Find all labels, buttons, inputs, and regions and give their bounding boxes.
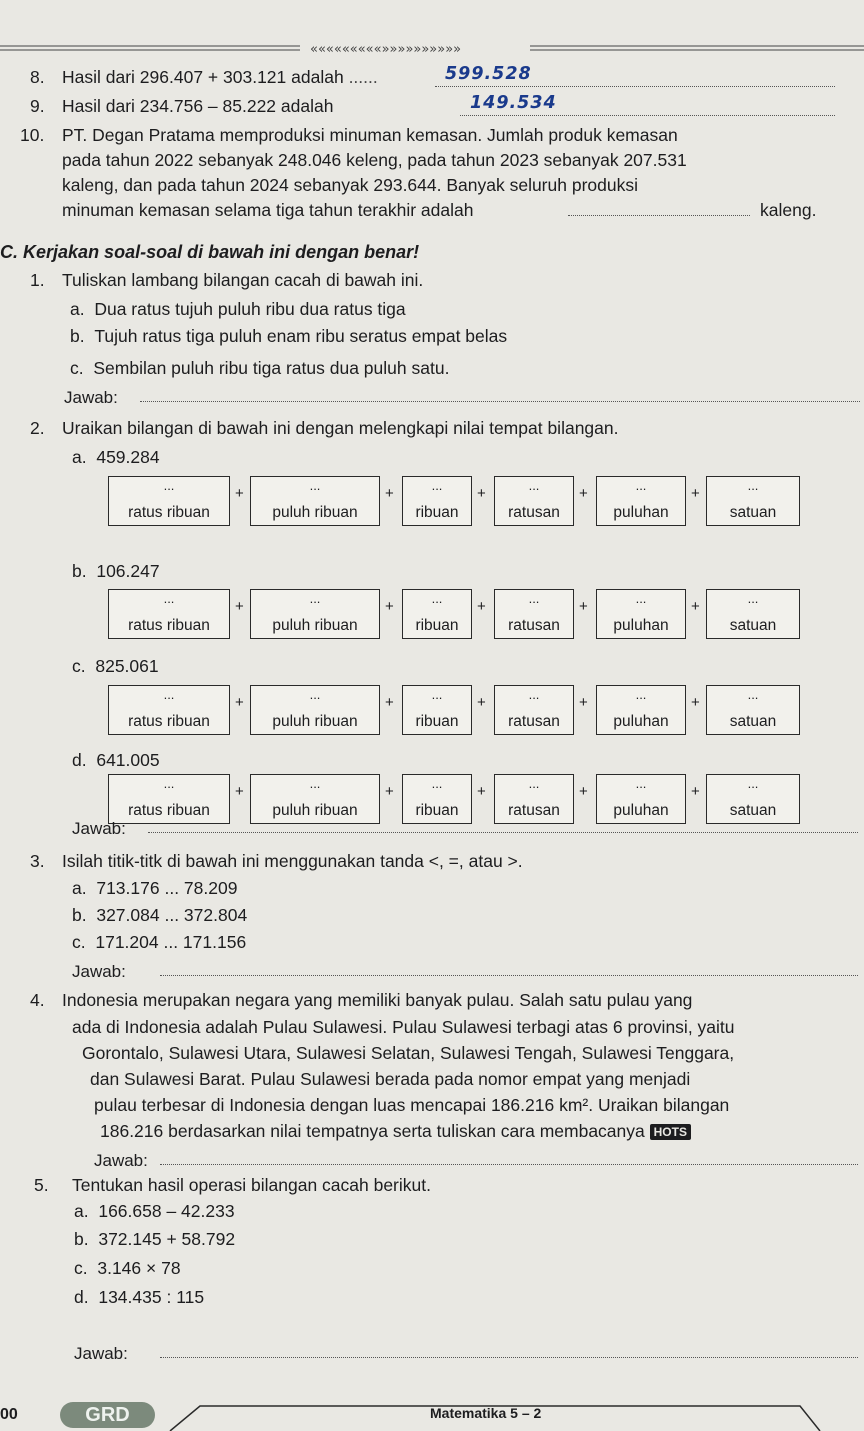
place-value-box[interactable]: [108, 589, 230, 639]
plus-sign: +: [385, 485, 394, 502]
blank-placeholder: ...: [747, 478, 759, 493]
blank-placeholder: ...: [309, 478, 321, 493]
place-value-label: puluhan: [613, 504, 669, 521]
place-value-label: puluhan: [613, 713, 669, 730]
question-4-line: dan Sulawesi Barat. Pulau Sulawesi berada pada nomor empat yang menjadi: [90, 1069, 691, 1089]
plus-sign: +: [579, 783, 588, 800]
jawab-label: Jawab:: [72, 962, 126, 981]
svg-text:«««««««««»»»»»»»»»»: «««««««««»»»»»»»»»»: [310, 42, 462, 57]
answer-line: [160, 1164, 858, 1165]
answer-line: [148, 832, 858, 833]
place-value-label: ratusan: [508, 617, 560, 634]
blank-placeholder: ...: [747, 776, 759, 791]
place-value-box[interactable]: [706, 476, 800, 526]
question-1-text: Tuliskan lambang bilangan cacah di bawah ini.: [62, 270, 424, 290]
place-value-number: d. 641.005: [72, 750, 160, 770]
place-value-box[interactable]: [250, 685, 380, 735]
place-value-label: puluh ribuan: [272, 713, 358, 730]
blank-placeholder: ...: [528, 687, 540, 702]
question-8-text: Hasil dari 296.407 + 303.121 adalah ......: [62, 67, 378, 87]
place-value-label: ribuan: [415, 802, 459, 819]
hots-badge: HOTS: [650, 1124, 691, 1140]
question-4-line: 186.216 berdasarkan nilai tempatnya serta tuliskan cara membacanya HOTS: [100, 1120, 691, 1142]
blank-placeholder: ...: [528, 478, 540, 493]
place-value-number: b. 106.247: [72, 561, 160, 581]
answer-line: [140, 401, 860, 402]
question-number: 5.: [34, 1175, 49, 1195]
place-value-label: ratus ribuan: [128, 504, 210, 521]
answer-line: [568, 215, 750, 216]
question-9-text: Hasil dari 234.756 – 85.222 adalah: [62, 96, 334, 116]
question-10-line: PT. Degan Pratama memproduksi minuman kemasan. Jumlah produk kemasan: [62, 125, 678, 145]
question-4-line: ada di Indonesia adalah Pulau Sulawesi. Pulau Sulawesi terbagi atas 6 provinsi, yaitu: [72, 1017, 735, 1037]
plus-sign: +: [235, 485, 244, 502]
plus-sign: +: [477, 694, 486, 711]
page-number: 00: [0, 1406, 18, 1423]
question-number: 4.: [30, 990, 45, 1010]
list-item: a. 166.658 – 42.233: [74, 1201, 235, 1221]
question-number: 9.: [30, 96, 45, 116]
place-value-box[interactable]: [402, 589, 472, 639]
jawab-label: Jawab:: [74, 1344, 128, 1363]
list-item: a. 713.176 ... 78.209: [72, 878, 238, 898]
list-item: c. Sembilan puluh ribu tiga ratus dua puluh satu.: [70, 358, 450, 378]
question-10-line: minuman kemasan selama tiga tahun terakhir adalah: [62, 200, 474, 220]
blank-placeholder: ...: [163, 591, 175, 606]
place-value-box[interactable]: [706, 774, 800, 824]
place-value-box[interactable]: [706, 685, 800, 735]
blank-placeholder: ...: [747, 687, 759, 702]
place-value-label: satuan: [729, 713, 777, 730]
answer-line: [160, 975, 858, 976]
jawab-label: Jawab:: [72, 819, 126, 838]
jawab-label: Jawab:: [64, 388, 118, 407]
section-heading: C. Kerjakan soal-soal di bawah ini dengan benar!: [0, 242, 420, 262]
blank-placeholder: ...: [635, 478, 647, 493]
place-value-box[interactable]: [402, 476, 472, 526]
question-10-line: pada tahun 2022 sebanyak 248.046 keleng, pada tahun 2023 sebanyak 207.531: [62, 150, 687, 170]
blank-placeholder: ...: [528, 591, 540, 606]
place-value-box[interactable]: [706, 589, 800, 639]
answer-line: [160, 1357, 858, 1358]
place-value-box[interactable]: [596, 774, 686, 824]
plus-sign: +: [579, 598, 588, 615]
question-3-text: Isilah titik-titk di bawah ini menggunakan tanda <, =, atau >.: [62, 851, 523, 871]
place-value-box[interactable]: [494, 685, 574, 735]
question-10-line: kaleng, dan pada tahun 2024 sebanyak 293.644. Banyak seluruh produksi: [62, 175, 638, 195]
place-value-label: ratusan: [508, 802, 560, 819]
place-value-label: ratusan: [508, 713, 560, 730]
place-value-label: ratusan: [508, 504, 560, 521]
place-value-box[interactable]: [494, 476, 574, 526]
place-value-label: puluh ribuan: [272, 504, 358, 521]
question-number: 1.: [30, 270, 45, 290]
blank-placeholder: ...: [309, 776, 321, 791]
place-value-box[interactable]: [108, 774, 230, 824]
blank-placeholder: ...: [309, 591, 321, 606]
plus-sign: +: [477, 598, 486, 615]
blank-placeholder: ...: [635, 776, 647, 791]
place-value-box[interactable]: [402, 774, 472, 824]
list-item: b. Tujuh ratus tiga puluh enam ribu seratus empat belas: [70, 326, 508, 346]
list-item: d. 134.435 : 115: [74, 1287, 205, 1307]
blank-placeholder: ...: [163, 776, 175, 791]
place-value-label: ribuan: [415, 504, 459, 521]
question-5-text: Tentukan hasil operasi bilangan cacah berikut.: [72, 1175, 431, 1195]
place-value-number: c. 825.061: [72, 656, 159, 676]
question-number: 2.: [30, 418, 45, 438]
place-value-box[interactable]: [596, 589, 686, 639]
place-value-label: satuan: [729, 617, 777, 634]
handwritten-answer-9: 149.534: [470, 93, 557, 113]
place-value-label: ribuan: [415, 713, 459, 730]
place-value-box[interactable]: [250, 476, 380, 526]
place-value-label: satuan: [729, 802, 777, 819]
plus-sign: +: [691, 694, 700, 711]
place-value-label: puluh ribuan: [272, 617, 358, 634]
place-value-label: ribuan: [415, 617, 459, 634]
place-value-box[interactable]: [250, 589, 380, 639]
blank-placeholder: ...: [528, 776, 540, 791]
plus-sign: +: [235, 694, 244, 711]
plus-sign: +: [691, 485, 700, 502]
question-4-line: pulau terbesar di Indonesia dengan luas mencapai 186.216 km². Uraikan bilangan: [94, 1095, 730, 1115]
answer-line: [435, 86, 835, 87]
blank-placeholder: ...: [431, 776, 443, 791]
plus-sign: +: [235, 598, 244, 615]
plus-sign: +: [477, 783, 486, 800]
answer-line: [460, 115, 835, 116]
place-value-label: ratus ribuan: [128, 713, 210, 730]
question-number: 10.: [20, 125, 45, 145]
footer-title: Matematika 5 – 2: [430, 1405, 542, 1421]
place-value-label: ratus ribuan: [128, 802, 210, 819]
place-value-box[interactable]: [494, 589, 574, 639]
list-item: b. 372.145 + 58.792: [74, 1229, 236, 1249]
place-value-box[interactable]: [108, 685, 230, 735]
list-item: b. 327.084 ... 372.804: [72, 905, 248, 925]
place-value-label: puluh ribuan: [272, 802, 358, 819]
place-value-label: satuan: [729, 504, 777, 521]
blank-placeholder: ...: [747, 591, 759, 606]
question-number: 3.: [30, 851, 45, 871]
place-value-label: puluhan: [613, 802, 669, 819]
place-value-box[interactable]: [250, 774, 380, 824]
place-value-box[interactable]: [494, 774, 574, 824]
place-value-box[interactable]: [596, 476, 686, 526]
blank-placeholder: ...: [431, 478, 443, 493]
plus-sign: +: [235, 783, 244, 800]
plus-sign: +: [579, 694, 588, 711]
question-4-line: Indonesia merupakan negara yang memiliki banyak pulau. Salah satu pulau yang: [62, 990, 693, 1010]
brand-logo: GRD: [60, 1402, 155, 1428]
plus-sign: +: [385, 598, 394, 615]
blank-placeholder: ...: [431, 687, 443, 702]
list-item: a. Dua ratus tujuh puluh ribu dua ratus tiga: [70, 299, 406, 319]
place-value-box[interactable]: [402, 685, 472, 735]
plus-sign: +: [385, 694, 394, 711]
question-number: 8.: [30, 67, 45, 87]
list-item: c. 3.146 × 78: [74, 1258, 181, 1278]
question-4-line: Gorontalo, Sulawesi Utara, Sulawesi Selatan, Sulawesi Tengah, Sulawesi Tenggara,: [82, 1043, 735, 1063]
blank-placeholder: ...: [309, 687, 321, 702]
handwritten-answer-8: 599.528: [445, 64, 532, 84]
blank-placeholder: ...: [635, 687, 647, 702]
plus-sign: +: [477, 485, 486, 502]
blank-placeholder: ...: [635, 591, 647, 606]
blank-placeholder: ...: [431, 591, 443, 606]
place-value-label: puluhan: [613, 617, 669, 634]
place-value-label: ratus ribuan: [128, 617, 210, 634]
place-value-box[interactable]: [108, 476, 230, 526]
place-value-number: a. 459.284: [72, 447, 160, 467]
list-item: c. 171.204 ... 171.156: [72, 932, 247, 952]
place-value-box[interactable]: [596, 685, 686, 735]
plus-sign: +: [691, 598, 700, 615]
ornament-divider: [0, 38, 864, 58]
jawab-label: Jawab:: [94, 1151, 148, 1170]
question-10-unit: kaleng.: [760, 200, 817, 220]
question-2-text: Uraikan bilangan di bawah ini dengan melengkapi nilai tempat bilangan.: [62, 418, 619, 438]
blank-placeholder: ...: [163, 478, 175, 493]
plus-sign: +: [579, 485, 588, 502]
blank-placeholder: ...: [163, 687, 175, 702]
plus-sign: +: [691, 783, 700, 800]
plus-sign: +: [385, 783, 394, 800]
